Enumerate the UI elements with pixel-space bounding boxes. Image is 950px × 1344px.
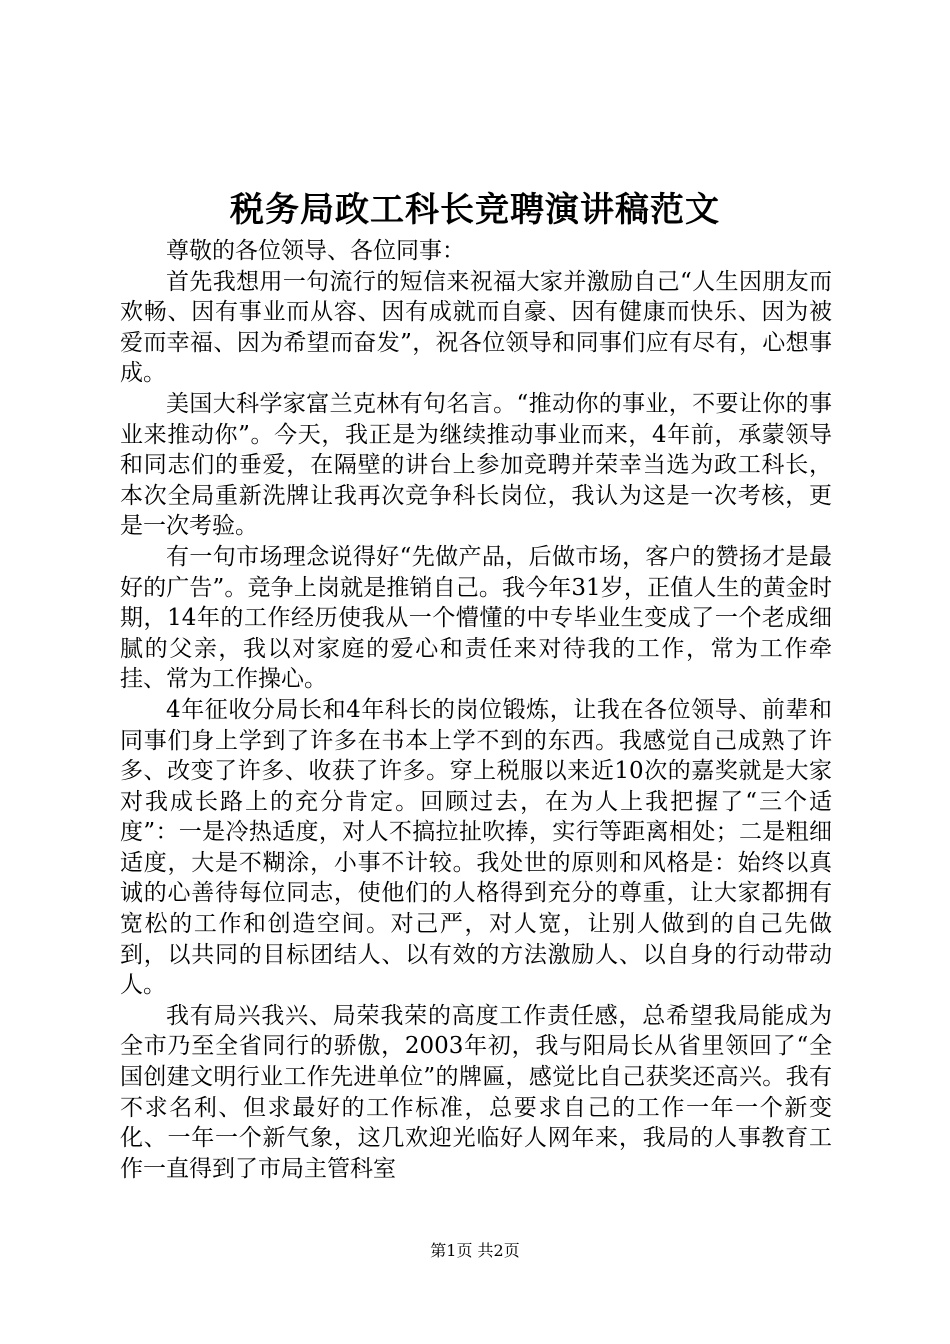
salutation: 尊敬的各位领导、各位同事： xyxy=(166,238,465,264)
paragraph-4: 4年征收分局长和4年科长的岗位锻炼，让我在各位领导、前辈和同事们身上学到了许多在书本上学不到的东西。我感觉自己成熟了许多、改变了许多、收获了许多。穿上税服以来近10次的嘉奖就是大家对我成长路上的充分肯定。回顾过去，在为人上我把握了“三个适度”：一是冷热适度，对人不搞拉扯吹捧，实行等距离相处；二是粗细适度，大是不糊涂，小事不计较。我处世的原则和风格是：始终以真诚的心善待每位同志，使他们的人格得到充分的尊重，让大家都拥有宽松的工作和创造空间。对己严，对人宽，让别人做到的自己先做到，以共同的目标团结人、以有效的方法激励人、以自身的行动带动人。 xyxy=(120,696,832,999)
paragraph-3: 有一句市场理念说得好“先做产品，后做市场，客户的赞扬才是最好的广告”。竞争上岗就是推销自己。我今年31岁，正值人生的黄金时期，14年的工作经历使我从一个懵懂的中专毕业生变成了一个老成细腻的父亲，我以对家庭的爱心和责任来对待我的工作，常为工作牵挂、常为工作操心。 xyxy=(120,543,832,693)
paragraph-2: 美国大科学家富兰克林有句名言。“推动你的事业，不要让你的事业来推动你”。今天，我正是为继续推动事业而来，4年前，承蒙领导和同志们的垂爱，在隔壁的讲台上参加竞聘并荣幸当选为政工科长，本次全局重新洗牌让我再次竞争科长岗位，我认为这是一次考核，更是一次考验。 xyxy=(120,390,832,540)
paragraph-1: 首先我想用一句流行的短信来祝福大家并激励自己“人生因朋友而欢畅、因有事业而从容、因有成就而自豪、因有健康而快乐、因为被爱而幸福、因为希望而奋发”，祝各位领导和同事们应有尽有，心想事成。 xyxy=(120,268,832,387)
document-body xyxy=(120,236,832,1184)
document-title: 税务局政工科长竞聘演讲稿范文 xyxy=(230,190,720,230)
page-number-footer: 第1页 共2页 xyxy=(430,1241,520,1260)
paragraph-5: 我有局兴我兴、局荣我荣的高度工作责任感，总希望我局能成为全市乃至全省同行的骄傲，2003年初，我与阳局长从省里领回了“全国创建文明行业工作先进单位”的牌匾，感觉比自己获奖还高兴。我有不求名利、但求最好的工作标准，总要求自己的工作一年一个新变化、一年一个新气象，这几欢迎光临好人网年来，我局的人事教育工作一直得到了市局主管科室 xyxy=(120,1002,832,1182)
